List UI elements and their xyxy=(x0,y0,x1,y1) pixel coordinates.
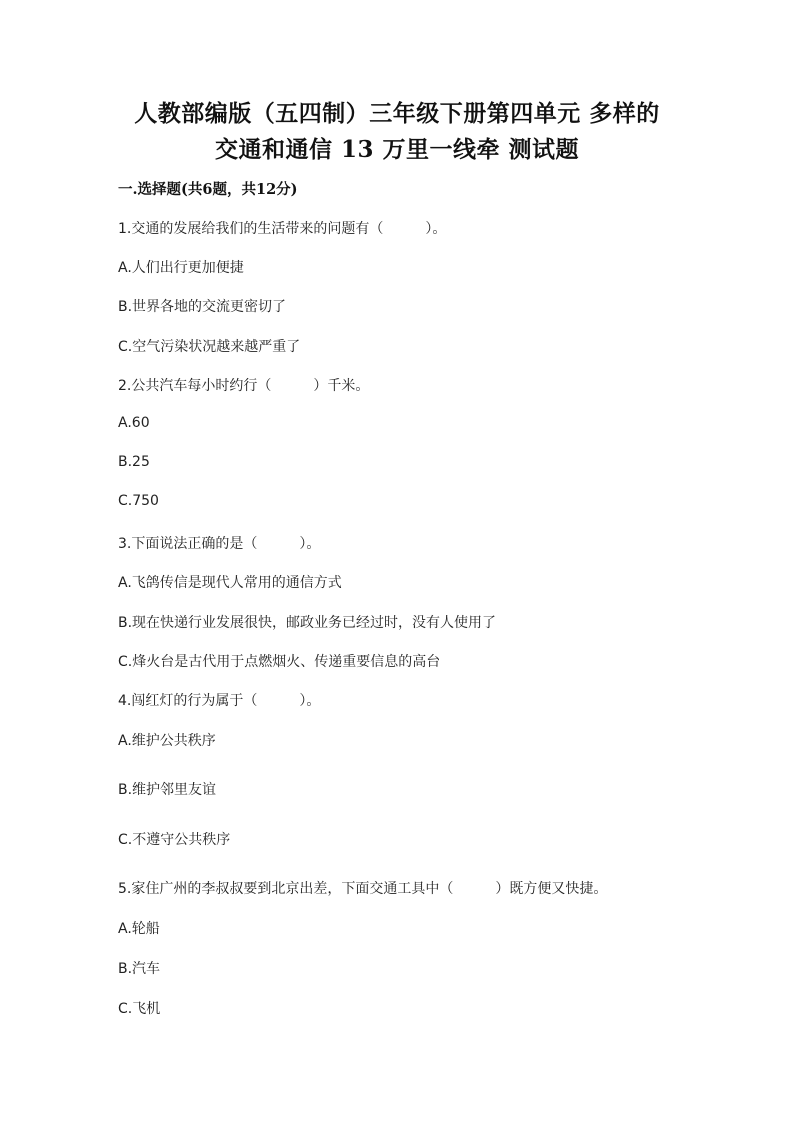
question-1-option-b: B.世界各地的交流更密切了 xyxy=(118,299,287,315)
question-2-stem: 2.公共汽车每小时约行（ ）千米。 xyxy=(118,378,370,394)
question-1-option-a: A.人们出行更加便捷 xyxy=(118,260,244,276)
question-4-option-b: B.维护邻里友谊 xyxy=(118,782,217,798)
question-2-option-b: B.25 xyxy=(118,454,150,470)
question-5-stem: 5.家住广州的李叔叔要到北京出差，下面交通工具中（ ）既方便又快捷。 xyxy=(118,881,608,897)
question-1-stem: 1.交通的发展给我们的生活带来的问题有（ ）。 xyxy=(118,221,447,237)
section-heading: 一.选择题(共6题，共12分) xyxy=(118,181,298,198)
document-title-line-1: 人教部编版（五四制）三年级下册第四单元 多样的 xyxy=(134,100,660,127)
question-3-option-a: A.飞鸽传信是现代人常用的通信方式 xyxy=(118,575,342,591)
question-4-option-c: C.不遵守公共秩序 xyxy=(118,832,231,848)
question-5-option-a: A.轮船 xyxy=(118,921,160,937)
question-3-option-b: B.现在快递行业发展很快，邮政业务已经过时，没有人使用了 xyxy=(118,615,497,631)
document-title-line-2: 交通和通信 13 万里一线牵 测试题 xyxy=(214,136,580,163)
question-2-option-c: C.750 xyxy=(118,493,159,509)
question-3-stem: 3.下面说法正确的是（ ）。 xyxy=(118,536,321,552)
question-3-option-c: C.烽火台是古代用于点燃烟火、传递重要信息的高台 xyxy=(118,654,441,670)
question-1-option-c: C.空气污染状况越来越严重了 xyxy=(118,339,301,355)
question-4-stem: 4.闯红灯的行为属于（ ）。 xyxy=(118,693,321,709)
question-5-option-b: B.汽车 xyxy=(118,961,161,977)
question-5-option-c: C.飞机 xyxy=(118,1001,161,1017)
question-2-option-a: A.60 xyxy=(118,415,150,431)
question-4-option-a: A.维护公共秩序 xyxy=(118,733,216,749)
